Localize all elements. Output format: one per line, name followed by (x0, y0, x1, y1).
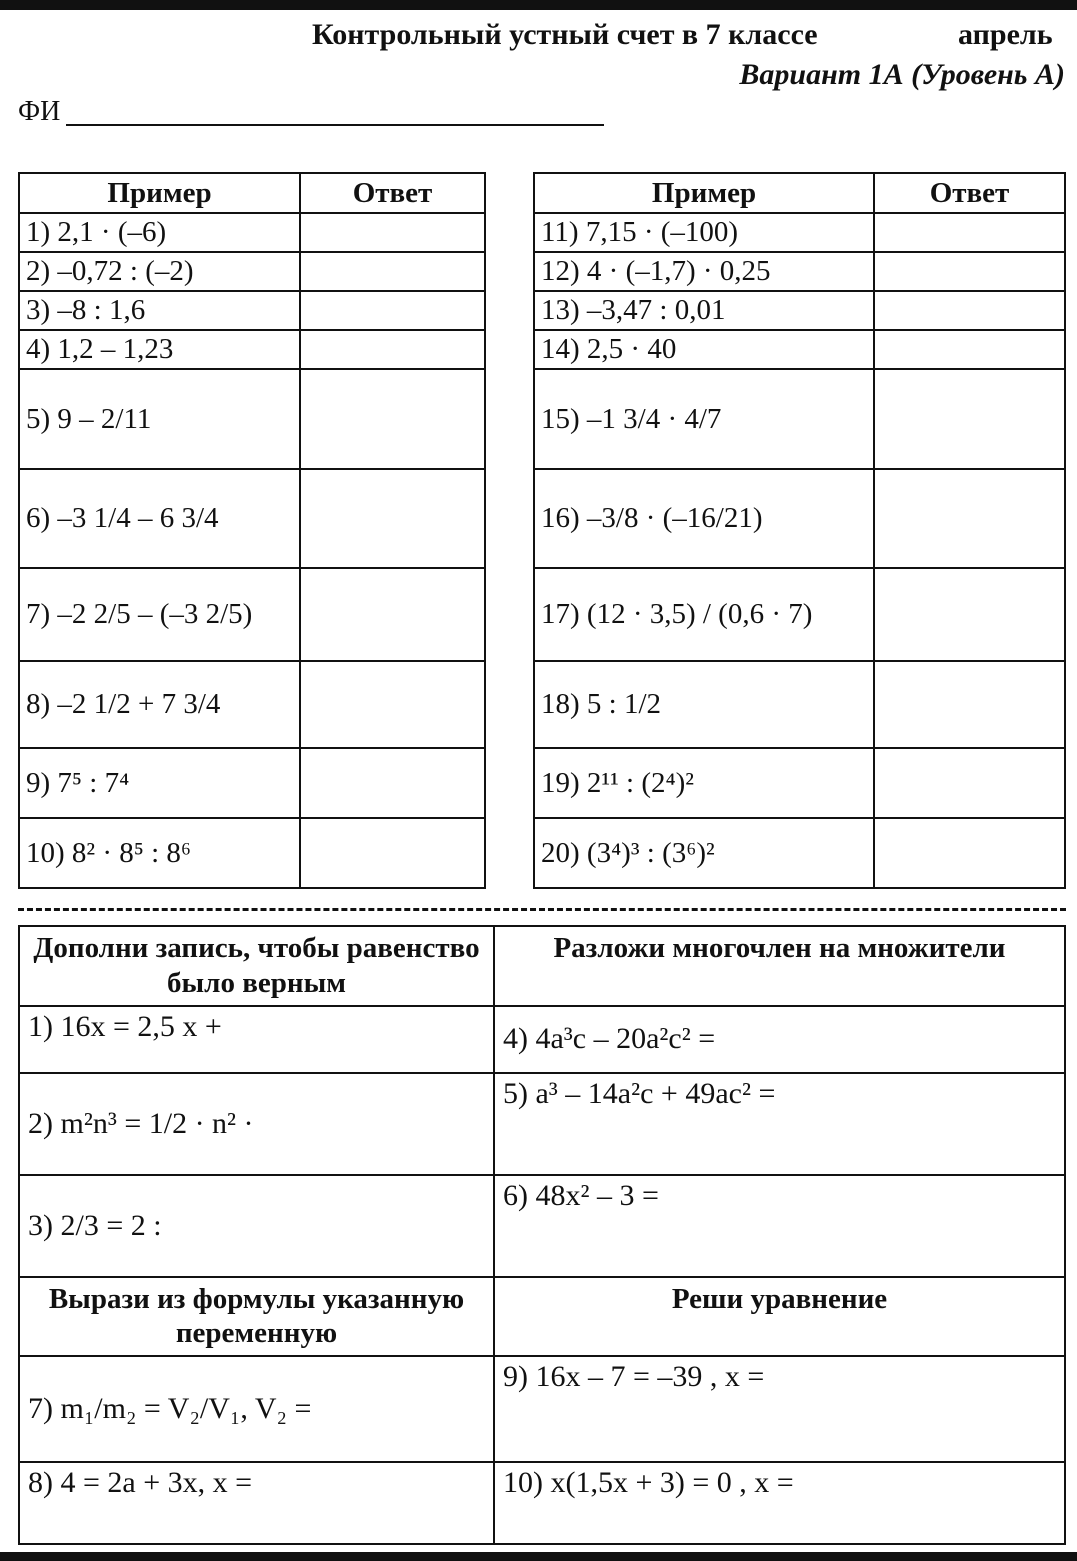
answer-cell-6[interactable] (300, 469, 485, 568)
answer-cell-16[interactable] (874, 469, 1065, 568)
answer-cell-1[interactable] (300, 213, 485, 252)
col-answer-header: Ответ (300, 173, 485, 213)
answer-cell-17[interactable] (874, 568, 1065, 661)
answer-cell-7[interactable] (300, 568, 485, 661)
answer-cell-15[interactable] (874, 369, 1065, 469)
answer-cell-3[interactable] (300, 291, 485, 330)
answer-cell-5[interactable] (300, 369, 485, 469)
col-example-header: Пример (534, 173, 874, 213)
example-12: 12) 4 · (–1,7) · 0,25 (534, 252, 874, 291)
example-13: 13) –3,47 : 0,01 (534, 291, 874, 330)
worksheet-title: Контрольный устный счет в 7 классе (312, 18, 818, 51)
name-line[interactable] (66, 124, 604, 126)
example-2: 2) –0,72 : (–2) (19, 252, 300, 291)
example-8: 8) –2 1/2 + 7 3/4 (19, 661, 300, 748)
heading-complete-equality: Дополни запись, чтобы равенство было верным (19, 926, 494, 1006)
col-example-header: Пример (19, 173, 300, 213)
example-19: 19) 2¹¹ : (2⁴)² (534, 748, 874, 818)
task-1[interactable]: 1) 16x = 2,5 x + (19, 1006, 494, 1073)
task-5[interactable]: 5) a³ – 14a²c + 49ac² = (494, 1073, 1065, 1175)
example-7: 7) –2 2/5 – (–3 2/5) (19, 568, 300, 661)
task-9[interactable]: 9) 16x – 7 = –39 , x = (494, 1356, 1065, 1462)
answer-cell-18[interactable] (874, 661, 1065, 748)
answer-cell-10[interactable] (300, 818, 485, 888)
example-9: 9) 7⁵ : 7⁴ (19, 748, 300, 818)
example-17: 17) (12 · 3,5) / (0,6 · 7) (534, 568, 874, 661)
example-4: 4) 1,2 – 1,23 (19, 330, 300, 369)
answer-cell-2[interactable] (300, 252, 485, 291)
name-label: ФИ (18, 96, 61, 127)
examples-table-right (533, 172, 1066, 889)
example-6: 6) –3 1/4 – 6 3/4 (19, 469, 300, 568)
task-10[interactable]: 10) x(1,5x + 3) = 0 , x = (494, 1462, 1065, 1544)
task-2[interactable]: 2) m²n³ = 1/2 · n² · (19, 1073, 494, 1175)
task-4[interactable]: 4) 4a³c – 20a²c² = (494, 1006, 1065, 1073)
answer-cell-13[interactable] (874, 291, 1065, 330)
tasks-table (18, 925, 1066, 1545)
col-answer-header: Ответ (874, 173, 1065, 213)
top-border (0, 0, 1077, 10)
bottom-border (0, 1552, 1077, 1561)
example-14: 14) 2,5 · 40 (534, 330, 874, 369)
answer-cell-8[interactable] (300, 661, 485, 748)
example-1: 1) 2,1 · (–6) (19, 213, 300, 252)
example-10: 10) 8² · 8⁵ : 8⁶ (19, 818, 300, 888)
task-8[interactable]: 8) 4 = 2a + 3x, x = (19, 1462, 494, 1544)
example-3: 3) –8 : 1,6 (19, 291, 300, 330)
example-16: 16) –3/8 · (–16/21) (534, 469, 874, 568)
example-11: 11) 7,15 · (–100) (534, 213, 874, 252)
answer-cell-19[interactable] (874, 748, 1065, 818)
answer-cell-9[interactable] (300, 748, 485, 818)
answer-cell-4[interactable] (300, 330, 485, 369)
task-7[interactable]: 7) m₁/m₂ = V₂/V₁, V₂ = (19, 1356, 494, 1462)
example-18: 18) 5 : 1/2 (534, 661, 874, 748)
examples-table-left (18, 172, 486, 889)
task-6[interactable]: 6) 48x² – 3 = (494, 1175, 1065, 1277)
month-label: апрель (958, 18, 1053, 51)
example-15: 15) –1 3/4 · 4/7 (534, 369, 874, 469)
task-3[interactable]: 3) 2/3 = 2 : (19, 1175, 494, 1277)
cut-line (18, 908, 1066, 911)
example-5: 5) 9 – 2/11 (19, 369, 300, 469)
answer-cell-14[interactable] (874, 330, 1065, 369)
heading-factor-polynomial: Разложи многочлен на множители (494, 926, 1065, 1006)
heading-express-variable: Вырази из формулы указанную переменную (19, 1277, 494, 1357)
variant-label: Вариант 1А (Уровень А) (739, 58, 1065, 91)
answer-cell-20[interactable] (874, 818, 1065, 888)
answer-cell-11[interactable] (874, 213, 1065, 252)
example-20: 20) (3⁴)³ : (3⁶)² (534, 818, 874, 888)
answer-cell-12[interactable] (874, 252, 1065, 291)
heading-solve-equation: Реши уравнение (494, 1277, 1065, 1357)
